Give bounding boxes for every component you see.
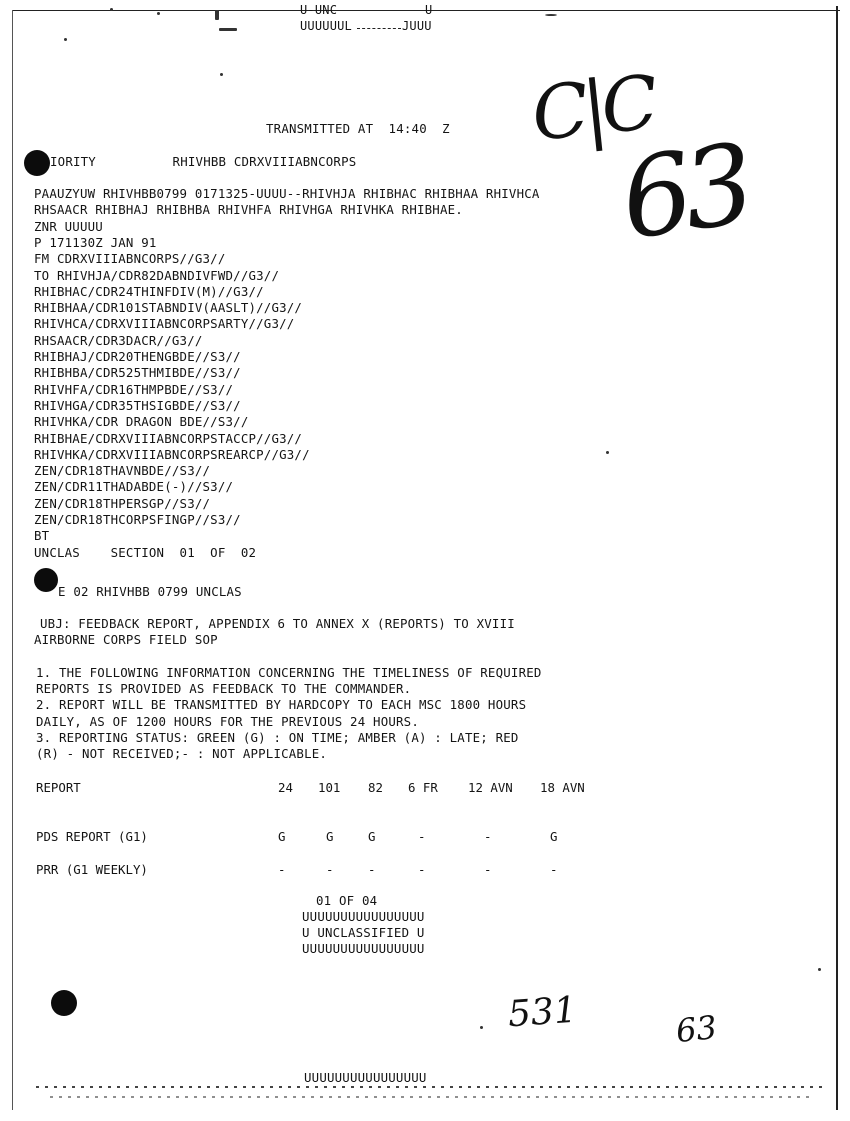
speck <box>818 968 821 971</box>
routing-line: P 171130Z JAN 91 <box>34 234 157 250</box>
priority-line: IORITY RHIVHBB CDRXVIIIABNCORPS <box>50 154 357 169</box>
page-line: E 02 RHIVHBB 0799 UNCLAS <box>58 584 242 599</box>
routing-line: RHSAACR RHIBHAJ RHIBHBA RHIVHFA RHIVHGA RHIVHKA RHIBHAE. <box>34 202 463 218</box>
routing-line: PAAUZYUW RHIVHBB0799 0171325-UUUU--RHIVHJA RHIBHAC RHIBHAA RHIVHCA <box>34 186 540 201</box>
table-header-24: 24 <box>278 780 293 795</box>
routing-line: RHIBHAE/CDRXVIIIABNCORPSTACCP//G3// <box>34 430 303 446</box>
subject-line-2: AIRBORNE CORPS FIELD SOP <box>34 632 218 647</box>
table-row-1-24: G <box>278 829 286 844</box>
speck <box>215 10 219 20</box>
body-line: DAILY, AS OF 1200 HOURS FOR THE PREVIOUS 24 HOURS. <box>36 713 419 729</box>
routing-line: RHIBHAJ/CDR20THENGBDE//S3// <box>34 349 241 364</box>
page-border-left <box>12 10 13 1110</box>
routing-line: RHIBHAC/CDR24THINFDIV(M)//G3// <box>34 283 264 299</box>
table-row-1-name: PDS REPORT (G1) <box>36 829 148 844</box>
body-line: 3. REPORTING STATUS: GREEN (G) : ON TIME; AMBER (A) : LATE; RED <box>36 729 519 745</box>
speck <box>545 14 557 16</box>
page-count: 01 OF 04 <box>316 893 378 908</box>
punch-hole-top <box>24 150 50 176</box>
table-row-2-18avn: - <box>550 862 558 877</box>
table-header-report: REPORT <box>36 780 81 795</box>
transmitted-time: TRANSMITTED AT 14:40 Z <box>266 121 450 136</box>
bottom-u-line: UUUUUUUUUUUUUUUU <box>304 1070 427 1085</box>
table-header-18avn: 18 AVN <box>540 780 585 795</box>
footer-u-line-bottom: UUUUUUUUUUUUUUUU <box>302 941 425 956</box>
table-header-101: 101 <box>318 780 341 795</box>
body-line: 2. REPORT WILL BE TRANSMITTED BY HARDCOPY TO EACH MSC 1800 HOURS <box>36 697 527 713</box>
handwritten-531: 531 <box>506 989 579 1036</box>
table-row-1-6fr: - <box>418 829 426 844</box>
subject-line-1: UBJ: FEEDBACK REPORT, APPENDIX 6 TO ANNEX X (REPORTS) TO XVIII <box>40 616 515 631</box>
body-line: (R) - NOT RECEIVED;- : NOT APPLICABLE. <box>36 746 328 761</box>
stamp-dash <box>357 28 401 29</box>
table-row-2-24: - <box>278 862 286 877</box>
table-row-2-name: PRR (G1 WEEKLY) <box>36 862 148 877</box>
routing-line: RHIVHFA/CDR16THMPBDE//S3// <box>34 381 234 397</box>
scan-noise-line-1 <box>36 1086 826 1088</box>
punch-hole-bottom <box>51 990 77 1016</box>
routing-line: RHIVHCA/CDRXVIIIABNCORPSARTY//G3// <box>34 316 295 332</box>
table-header-12avn: 12 AVN <box>468 780 513 795</box>
routing-line: TO RHIVHJA/CDR82DABNDIVFWD//G3// <box>34 267 280 283</box>
table-row-2-82: - <box>368 862 376 877</box>
page-border-right <box>836 6 838 1110</box>
speck <box>110 8 113 11</box>
table-row-1-18avn: G <box>550 829 558 844</box>
speck <box>606 451 609 454</box>
routing-line: ZEN/CDR18THCORPSFINGP//S3// <box>34 512 241 527</box>
speck <box>220 73 223 76</box>
top-stamp-line2: UUUUUUL <box>300 19 352 33</box>
table-row-1-12avn: - <box>484 829 492 844</box>
top-stamp-line2-end: JUUU <box>402 19 432 33</box>
handwritten-63-bottom: 63 <box>674 1007 719 1051</box>
table-header-6fr: 6 FR <box>408 780 438 795</box>
speck <box>157 12 160 15</box>
routing-line: RHIVHKA/CDRXVIIIABNCORPSREARCP//G3// <box>34 446 310 462</box>
handwritten-63-top: 63 <box>613 119 755 265</box>
routing-line: ZEN/CDR11THADABDE(-)//S3// <box>34 479 234 495</box>
routing-line: RHIBHAA/CDR101STABNDIV(AASLT)//G3// <box>34 300 303 316</box>
scan-noise-line-2 <box>50 1096 810 1098</box>
body-line: 1. THE FOLLOWING INFORMATION CONCERNING THE TIMELINESS OF REQUIRED <box>36 665 542 680</box>
table-row-2-6fr: - <box>418 862 426 877</box>
punch-hole-mid <box>34 568 58 592</box>
routing-line: BT <box>34 528 50 544</box>
routing-line: FM CDRXVIIIABNCORPS//G3// <box>34 251 226 267</box>
speck <box>480 1026 483 1029</box>
routing-line: RHIVHGA/CDR35THSIGBDE//S3// <box>34 397 241 413</box>
speck <box>219 28 237 31</box>
table-row-1-101: G <box>326 829 334 844</box>
routing-line: RHIVHKA/CDR DRAGON BDE//S3// <box>34 414 249 430</box>
routing-line: ZEN/CDR18THPERSGP//S3// <box>34 495 211 511</box>
table-header-82: 82 <box>368 780 383 795</box>
handwritten-cc: C|C <box>527 59 657 159</box>
body-line: REPORTS IS PROVIDED AS FEEDBACK TO THE COMMANDER. <box>36 681 412 697</box>
footer-u-line-top: UUUUUUUUUUUUUUUU <box>302 909 425 924</box>
routing-line: RHIBHBA/CDR525THMIBDE//S3// <box>34 365 241 381</box>
routing-line: UNCLAS SECTION 01 OF 02 <box>34 544 257 560</box>
table-row-2-12avn: - <box>484 862 492 877</box>
top-stamp-line1-end: U <box>425 3 433 17</box>
footer-classification: U UNCLASSIFIED U <box>302 925 425 940</box>
routing-line: ZEN/CDR18THAVNBDE//S3// <box>34 463 211 479</box>
routing-line: RHSAACR/CDR3DACR//G3// <box>34 332 203 348</box>
routing-line: ZNR UUUUU <box>34 218 103 234</box>
table-row-2-101: - <box>326 862 334 877</box>
top-stamp-line1: U-UNC <box>300 3 338 17</box>
table-row-1-82: G <box>368 829 376 844</box>
speck <box>64 38 67 41</box>
